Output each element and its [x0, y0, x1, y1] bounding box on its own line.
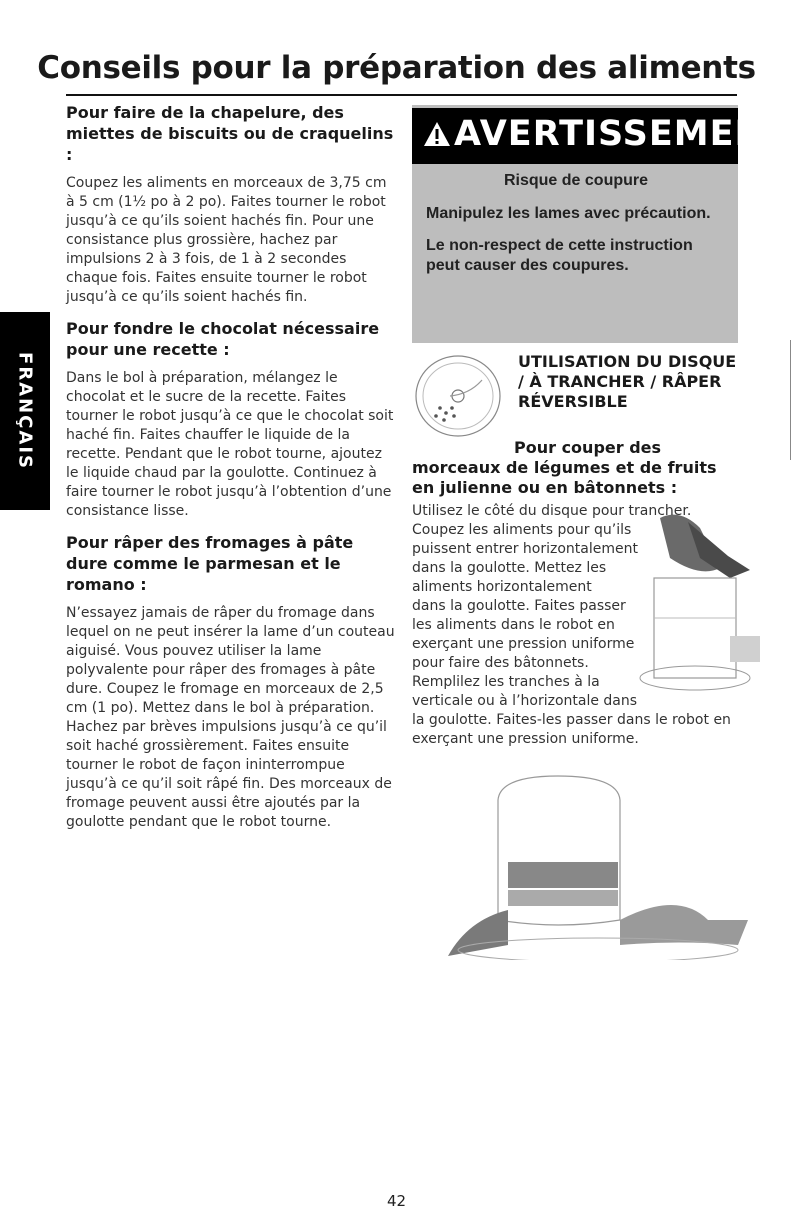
text-line: dans la goulotte. Mettez les: [412, 560, 607, 576]
section-body: Dans le bol à préparation, mélangez le chocolat et le sucre de la recette. Faites tourner le robot jusqu’à ce que le chocolat soit haché fin. Faites chauffer le liquide de la recette. Pendant que le robot tourne, ajoutez le liquide chaud par la goulotte. Continuez à faire tourner le robot jusqu’à l’obtention d’une consistance lisse.: [66, 370, 394, 519]
disc-section-title: UTILISATION DU DISQUE / À TRANCHER / RÂPER RÉVERSIBLE: [518, 352, 737, 411]
title-divider: [66, 94, 737, 96]
language-tab: [0, 312, 50, 510]
section-body: N’essayez jamais de râper du fromage dans lequel on ne peut insérer la lame d’un couteau aiguisé. Vous pouvez utiliser la lame polyvalente pour râper des fromages à pâte dure. Coupez le fromage en morceaux de 2,5 cm (1 po). Mettez dans le bol à préparation. Hachez par brèves impulsions jusqu’à ce qu’il soit haché grossièrement. Faites ensuite tourner le robot de façon ininterrompue jusqu’à ce qu’il soit râpé fin. Des morceaux de fromage peuvent aussi être ajoutés par la goulotte pendant que le robot tourne.: [66, 605, 395, 830]
text-line: Remplilez les tranches à la: [412, 674, 600, 690]
slicing-disc-illustration: [410, 350, 512, 446]
julienne-heading-line: Pour couper des: [514, 438, 662, 457]
section-body: Coupez les aliments en morceaux de 3,75 cm à 5 cm (1½ po à 2 po). Faites tourner le robot jusqu’à ce qu’ils soient hachés fin. Pour une consistance plus grossière, hachez par impulsions 2 à 3 fois, de 1 à 2 secondes chaque fois. Faites ensuite tourner le robot jusqu’à ce qu’ils soient hachés fin.: [66, 175, 387, 305]
julienne-heading: [412, 438, 742, 498]
warning-title: AVERTISSEMENT: [454, 114, 790, 154]
text-line: aliments horizontalement: [412, 579, 592, 595]
section-breadcrumbs: [66, 102, 396, 307]
text-line: pour faire des bâtonnets.: [412, 655, 589, 671]
warning-triangle-icon: [422, 120, 452, 148]
warning-header: [412, 108, 790, 164]
section-heading: Pour faire de la chapelure, des miettes de biscuits ou de craquelins :: [66, 103, 394, 164]
julienne-instructions: [412, 502, 740, 749]
margin-rule: [790, 340, 791, 460]
warning-risk: Risque de coupure: [503, 172, 649, 189]
warning-line: Manipulez les lames avec précaution.: [426, 205, 711, 222]
julienne-heading-line: morceaux de légumes et de fruits en julienne ou en bâtonnets :: [412, 458, 717, 497]
section-heading: Pour fondre le chocolat nécessaire pour une recette :: [66, 319, 380, 359]
language-tab-label: FRANÇAIS: [14, 352, 36, 470]
warning-body: [426, 172, 726, 288]
text-line: les aliments dans le robot en: [412, 617, 615, 633]
text-line: la goulotte. Faites-les passer dans le robot en: [412, 712, 731, 728]
text-line: dans la goulotte. Faites passer: [412, 598, 626, 614]
section-cheese: [66, 532, 396, 832]
left-column: [66, 102, 396, 843]
section-chocolate: [66, 318, 396, 521]
text-line: exerçant une pression uniforme: [412, 636, 635, 652]
text-line: Coupez les aliments pour qu’ils: [412, 522, 632, 538]
food-pusher-illustration: [448, 770, 748, 960]
section-heading: Pour râper des fromages à pâte dure comme le parmesan et le romano :: [66, 533, 354, 594]
text-line: puissent entrer horizontalement: [412, 541, 638, 557]
text-line: exerçant une pression uniforme.: [412, 731, 639, 747]
warning-line: Le non-respect de cette instruction peut causer des coupures.: [426, 237, 693, 274]
text-line: Utilisez le côté du disque pour trancher.: [412, 503, 692, 519]
page-title: Conseils pour la préparation des aliments: [37, 50, 756, 86]
text-line: verticale ou à l’horizontale dans: [412, 693, 638, 709]
page-number: 42: [386, 1192, 407, 1210]
